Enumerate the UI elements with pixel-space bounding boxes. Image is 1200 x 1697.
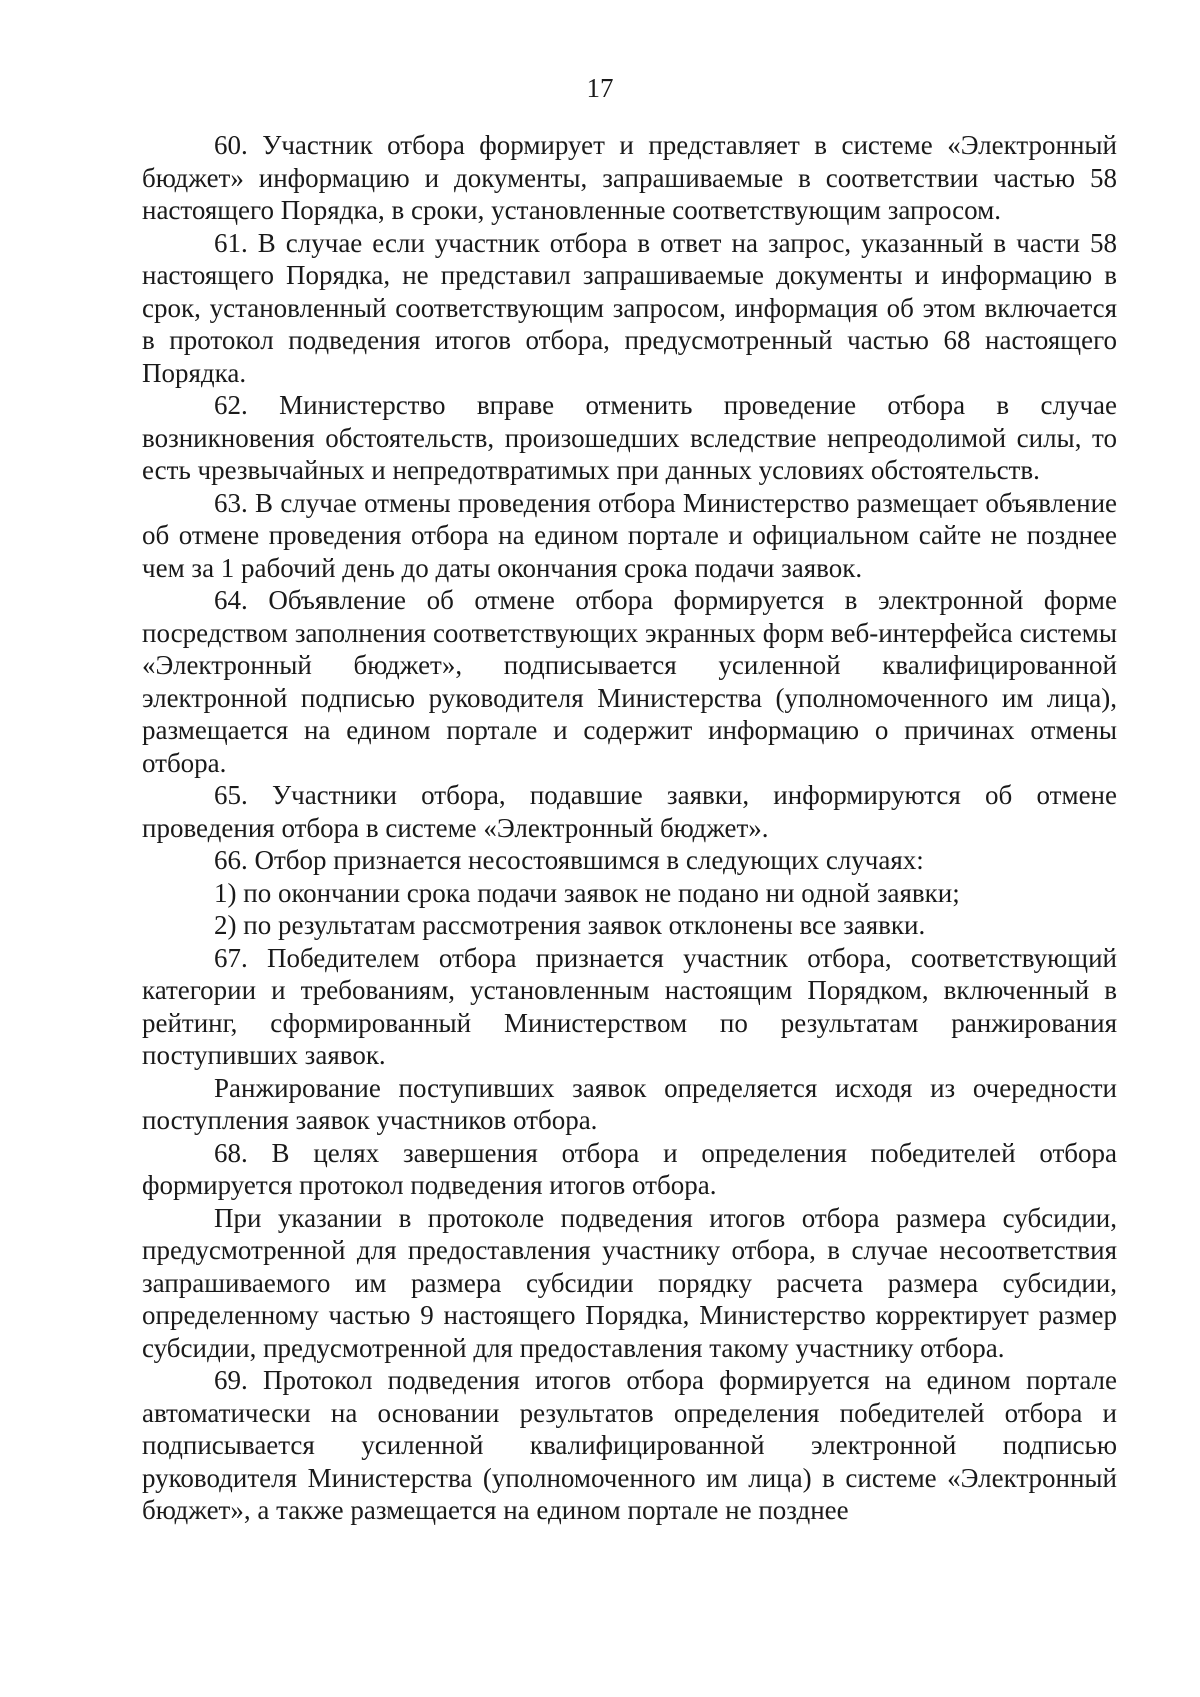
paragraph-62: 62. Министерство вправе отменить проведение отбора в случае возникновения обстоятельств, произошедших вследствие непреодолимой силы, то есть чрезвычайных и непредотвратимых при данных условиях обстоятельств.: [142, 390, 1117, 485]
paragraph-64: 64. Объявление об отмене отбора формируется в электронной форме посредством заполнения соответствующих экранных форм веб-интерфейса системы «Электронный бюджет», подписывается усиленной квалифицированной электронной подписью руководителя Министерства (уполномоченного им лица), размещается на едином портале и содержит информацию о причинах отмены отбора.: [142, 585, 1117, 778]
paragraph-60: 60. Участник отбора формирует и представляет в системе «Электронный бюджет» информацию и документы, запрашиваемые в соответствии частью 58 настоящего Порядка, в сроки, установленные соответствующим запросом.: [142, 130, 1117, 225]
paragraph-66: 66. Отбор признается несостоявшимся в следующих случаях:: [214, 845, 924, 875]
paragraph-63: 63. В случае отмены проведения отбора Министерство размещает объявление об отмене проведения отбора на едином портале и официальном сайте не позднее чем за 1 рабочий день до даты окончания срока подачи заявок.: [142, 487, 1117, 583]
document-body: [142, 129, 1117, 1527]
paragraph-67-ranking: Ранжирование поступивших заявок определяется исходя из очередности поступления заявок участников отбора.: [142, 1072, 1117, 1135]
paragraph-68-subsidy: При указании в протоколе подведения итогов отбора размера субсидии, предусмотренной для предоставления участнику отбора, в случае несоответствия запрашиваемого им размера субсидии порядку расчета размера субсидии, определенному частью 9 настоящего Порядка, Министерство корректирует размер субсидии, предусмотренной для предоставления такому участнику отбора.: [142, 1202, 1117, 1363]
paragraph-61: 61. В случае если участник отбора в ответ на запрос, указанный в части 58 настоящего Порядка, не представил запрашиваемые документы и информацию в срок, установленный соответствующим запросом, информация об этом включается в протокол подведения итогов отбора, предусмотренный частью 68 настоящего Порядка.: [142, 227, 1117, 388]
paragraph-65: 65. Участники отбора, подавшие заявки, информируются об отмене проведения отбора в системе «Электронный бюджет».: [142, 780, 1117, 843]
paragraph-66-item-1: 1) по окончании срока подачи заявок не подано ни одной заявки;: [214, 877, 960, 908]
page-number: 17: [586, 73, 614, 103]
paragraph-67: 67. Победителем отбора признается участник отбора, соответствующий категории и требованиям, установленным настоящим Порядком, включенный в рейтинг, сформированный Министерством по результатам ранжирования поступивших заявок.: [142, 942, 1117, 1070]
paragraph-68: 68. В целях завершения отбора и определения победителей отбора формируется протокол подведения итогов отбора.: [142, 1137, 1117, 1200]
paragraph-69: 69. Протокол подведения итогов отбора формируется на едином портале автоматически на основании результатов определения победителей отбора и подписывается усиленной квалифицированной электронной подписью руководителя Министерства (уполномоченного им лица) в системе «Электронный бюджет», а также размещается на едином портале не позднее: [142, 1365, 1117, 1525]
paragraph-66-item-2: 2) по результатам рассмотрения заявок отклонены все заявки.: [214, 910, 926, 940]
